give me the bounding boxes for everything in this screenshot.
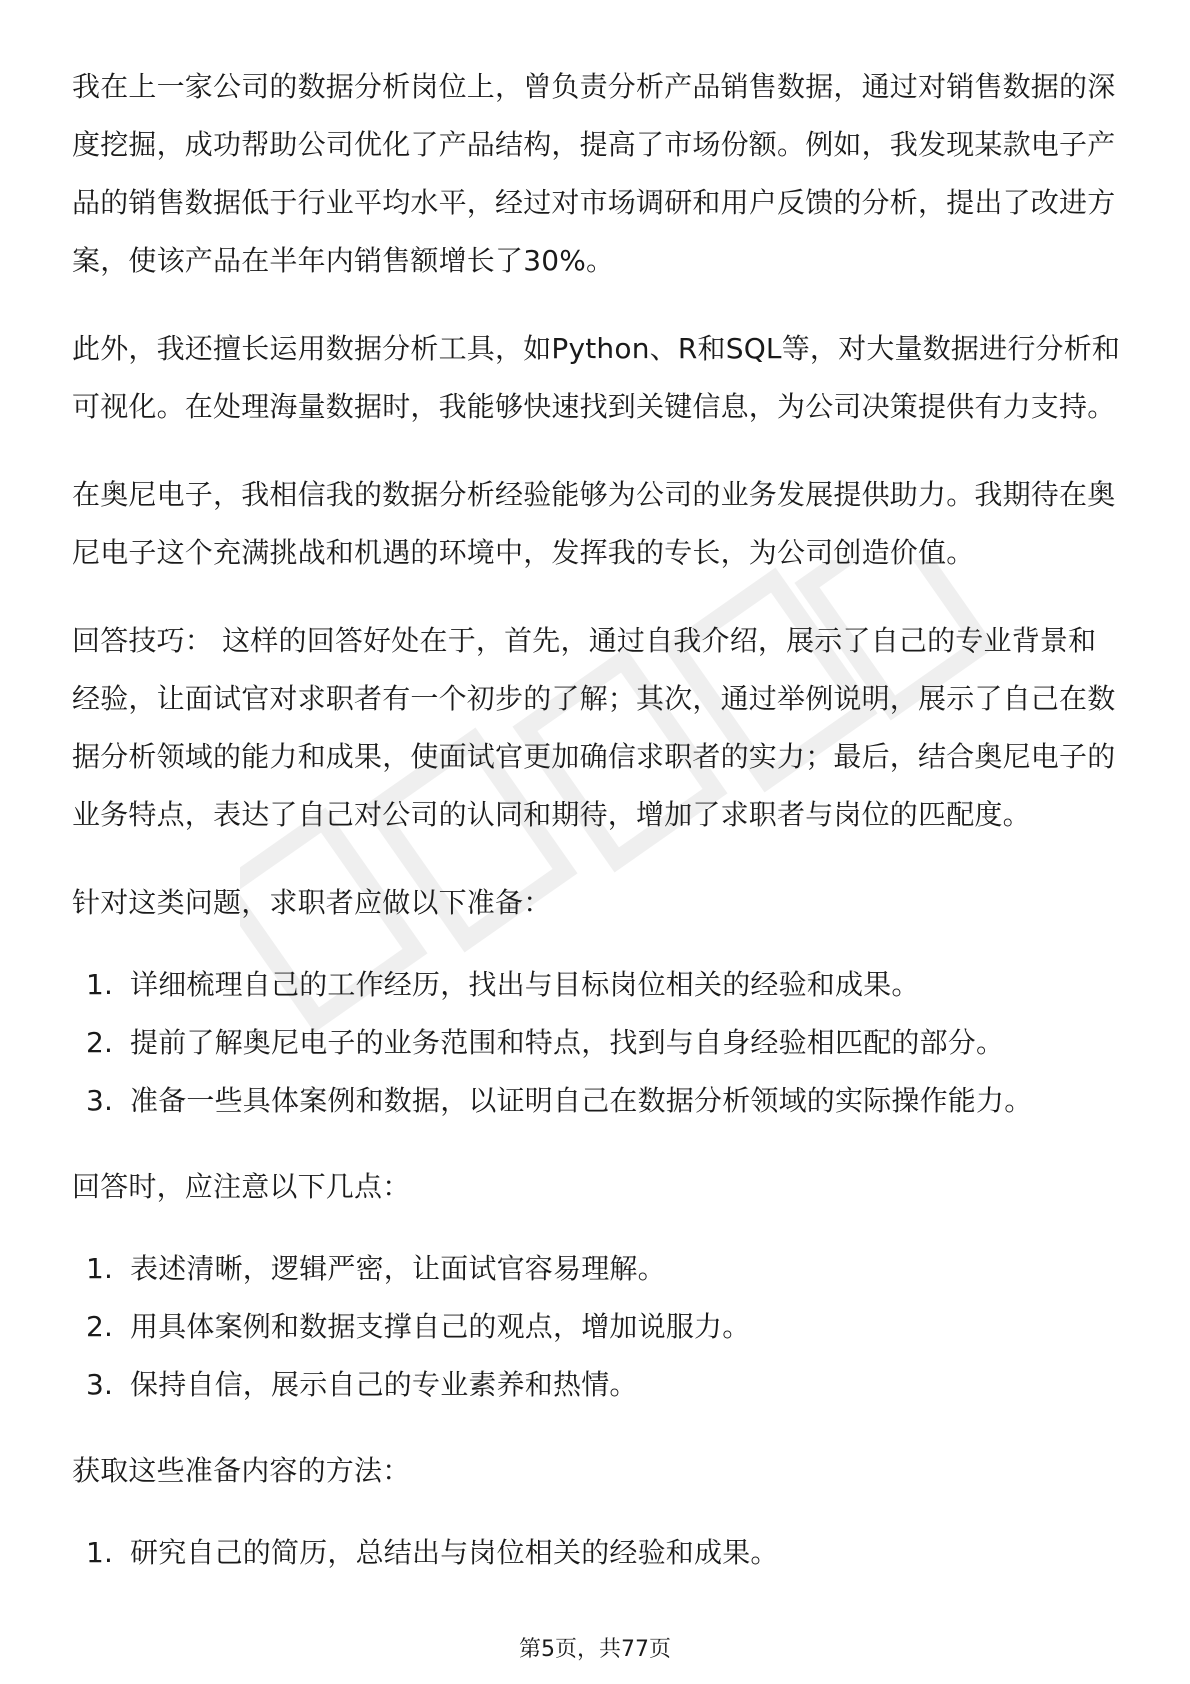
list-number: 1. [86,1252,114,1285]
list-item-text: 研究自己的简历，总结出与岗位相关的经验和成果。 [130,1536,779,1569]
list-number: 3. [86,1084,114,1117]
list-item [86,1014,1122,1072]
attention-heading: 回答时，应注意以下几点： [72,1170,411,1203]
list-number: 1. [86,968,114,1001]
page-number-footer: 第5页，共77页 [519,1637,671,1662]
list-item [86,1524,1122,1582]
list-item [86,1298,1122,1356]
list-number: 3. [86,1368,114,1401]
list-number: 1. [86,1536,114,1569]
list-item-text: 用具体案例和数据支撑自己的观点，增加说服力。 [130,1310,751,1343]
list-item-text: 保持自信，展示自己的专业素养和热情。 [130,1368,638,1401]
list-item [86,956,1122,1014]
prep-heading: 针对这类问题，求职者应做以下准备： [72,886,552,919]
list-item-text: 详细梳理自己的工作经历，找出与目标岗位相关的经验和成果。 [130,968,920,1001]
list-item-text: 表述清晰，逻辑严密，让面试官容易理解。 [130,1252,666,1285]
list-number: 2. [86,1310,114,1343]
list-item [86,1240,1122,1298]
list-number: 2. [86,1026,114,1059]
paragraph-answer-tips: 回答技巧： 这样的回答好处在于，首先，通过自我介绍，展示了自己的专业背景和经验，让面试官对求职者有一个初步的了解；其次，通过举例说明，展示了自己在数据分析领域的能力和成果，使面试官更加确信求职者的实力；最后，结合奥尼电子的业务特点，表达了自己对公司的认同和期待，增加了求职者与岗位的匹配度。 [72,624,1116,831]
paragraph-company-fit: 在奥尼电子，我相信我的数据分析经验能够为公司的业务发展提供助力。我期待在奥尼电子这个充满挑战和机遇的环境中，发挥我的专长，为公司创造价值。 [72,478,1116,569]
methods-heading: 获取这些准备内容的方法： [72,1454,411,1487]
list-item [86,1072,1122,1130]
document-body [72,58,1122,1610]
paragraph-experience: 我在上一家公司的数据分析岗位上，曾负责分析产品销售数据，通过对销售数据的深度挖掘，成功帮助公司优化了产品结构，提高了市场份额。例如，我发现某款电子产品的销售数据低于行业平均水平，经过对市场调研和用户反馈的分析，提出了改进方案，使该产品在半年内销售额增长了30%。 [72,70,1116,277]
methods-list [72,1524,1122,1582]
list-item-text: 准备一些具体案例和数据，以证明自己在数据分析领域的实际操作能力。 [130,1084,1033,1117]
attention-list [72,1240,1122,1414]
prep-list [72,956,1122,1130]
list-item [86,1356,1122,1414]
paragraph-tools: 此外，我还擅长运用数据分析工具，如Python、R和SQL等，对大量数据进行分析和可视化。在处理海量数据时，我能够快速找到关键信息，为公司决策提供有力支持。 [72,332,1121,423]
list-item-text: 提前了解奥尼电子的业务范围和特点，找到与自身经验相匹配的部分。 [130,1026,1005,1059]
